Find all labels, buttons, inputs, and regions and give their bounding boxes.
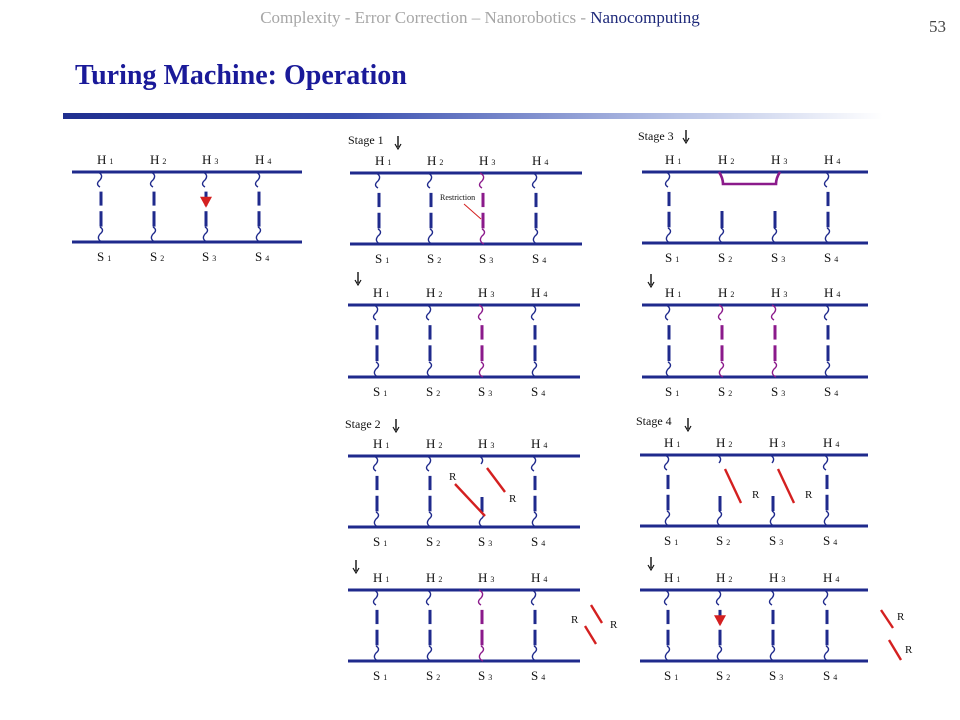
strand-hook-top xyxy=(666,305,670,320)
strand-2 xyxy=(427,305,432,377)
loose-r-2-segment xyxy=(585,626,596,644)
strand-3-bridged xyxy=(772,211,776,243)
s-label-1: S 1 xyxy=(375,251,390,266)
r-piece-1-label: R xyxy=(752,489,760,501)
strand-hook-bottom xyxy=(427,646,431,661)
s-label-3: S 3 xyxy=(478,384,493,399)
h-label-3: H 3 xyxy=(479,153,496,168)
strand-hook-bottom xyxy=(719,362,723,377)
strand-hook-top xyxy=(665,455,669,470)
h-label-4: H 4 xyxy=(824,285,841,300)
restriction-pointer xyxy=(464,204,481,219)
strand-2 xyxy=(151,172,156,242)
slide-title: Turing Machine: Operation xyxy=(75,60,407,91)
panel-stage4b xyxy=(640,570,913,683)
strand-1 xyxy=(376,173,381,244)
h-label-4: H 4 xyxy=(824,152,841,167)
strand-hook-bottom xyxy=(374,646,378,661)
r-piece-1-label: R xyxy=(449,471,457,483)
h-label-4: H 4 xyxy=(823,570,840,585)
strand-hook-top xyxy=(427,305,431,320)
h-label-2: H 2 xyxy=(718,285,735,300)
loose-r-1-segment xyxy=(591,605,602,623)
step-arrow-icon xyxy=(353,560,359,573)
strand-2 xyxy=(719,305,724,377)
r-piece-2-segment xyxy=(778,469,794,503)
strand-hook-top xyxy=(772,305,776,320)
loose-r-1-label: R xyxy=(571,614,579,626)
strand-hook-top xyxy=(825,305,829,320)
h-label-1: H 1 xyxy=(664,570,681,585)
s-label-4: S 4 xyxy=(823,668,838,683)
strand-2 xyxy=(428,173,433,244)
stage-title: Stage 4 xyxy=(636,414,672,428)
h-label-4: H 4 xyxy=(531,285,548,300)
strand-hook-top xyxy=(532,456,536,471)
strand-hook-top xyxy=(374,590,378,605)
strand-hook-bottom xyxy=(151,227,155,242)
strand-hook-bottom xyxy=(770,511,774,526)
strand-hook-bottom xyxy=(98,227,102,242)
s-label-1: S 1 xyxy=(664,668,679,683)
strand-hook-top xyxy=(427,590,431,605)
strand-4 xyxy=(825,305,830,377)
s-label-4: S 4 xyxy=(823,533,838,548)
strand-hook-bottom xyxy=(665,511,669,526)
step-arrow-icon xyxy=(683,130,689,143)
strand-hook-top xyxy=(256,172,260,187)
panel-stage3b xyxy=(642,285,868,399)
s-label-1: S 1 xyxy=(665,250,680,265)
strand-3 xyxy=(770,590,775,661)
strand-hook-top xyxy=(98,172,102,187)
strand-hook-bottom xyxy=(479,646,483,661)
strand-2 xyxy=(427,590,432,661)
s-label-3: S 3 xyxy=(769,668,784,683)
breadcrumb-active-section: Nanocomputing xyxy=(590,8,700,27)
panel-initial xyxy=(72,152,302,264)
h-label-2: H 2 xyxy=(426,285,443,300)
strand-hook-bottom xyxy=(532,362,536,377)
h-label-1: H 1 xyxy=(373,570,390,585)
strand-1 xyxy=(374,456,379,527)
s-label-4: S 4 xyxy=(824,384,839,399)
bridge-strand xyxy=(719,172,780,184)
h-label-2: H 2 xyxy=(716,570,733,585)
loose-r-1-segment xyxy=(881,610,893,628)
strand-hook-top xyxy=(770,590,774,605)
panel-stage3a xyxy=(638,129,868,265)
strand-2-cut xyxy=(717,455,722,526)
strand-3 xyxy=(203,172,208,242)
loose-r-1-label: R xyxy=(897,611,905,623)
strand-hook-bottom xyxy=(533,229,537,244)
strand-1 xyxy=(666,172,671,243)
h-label-1: H 1 xyxy=(665,285,682,300)
s-label-2: S 2 xyxy=(150,249,165,264)
strand-3 xyxy=(479,590,484,661)
strand-hook-bottom xyxy=(772,228,776,243)
stage-title: Stage 2 xyxy=(345,417,381,431)
r-piece-1-segment xyxy=(725,469,741,503)
strand-hook-bottom xyxy=(427,362,431,377)
strand-hook-top xyxy=(717,590,721,605)
loose-r-2-segment xyxy=(889,640,901,660)
strand-4 xyxy=(256,172,261,242)
step-arrow-icon xyxy=(395,136,401,149)
loose-r-2-label: R xyxy=(610,619,618,631)
strand-1 xyxy=(98,172,103,242)
strand-hook-bottom xyxy=(717,646,721,661)
h-label-2: H 2 xyxy=(150,152,167,167)
h-label-2: H 2 xyxy=(426,436,443,451)
strand-hook-top xyxy=(376,173,380,188)
panel-stage2a xyxy=(345,417,580,549)
head-marker-icon xyxy=(200,197,212,208)
s-label-2: S 2 xyxy=(716,668,731,683)
strand-hook-bottom xyxy=(480,229,484,244)
s-label-1: S 1 xyxy=(665,384,680,399)
s-label-3: S 3 xyxy=(771,384,786,399)
strand-hook-bottom xyxy=(374,362,378,377)
s-label-2: S 2 xyxy=(426,668,441,683)
strand-hook-top xyxy=(533,173,537,188)
strand-hook-top xyxy=(825,172,829,187)
strand-hook-top xyxy=(532,590,536,605)
s-label-4: S 4 xyxy=(824,250,839,265)
strand-hook-top xyxy=(480,173,484,188)
strand-4 xyxy=(824,455,829,526)
panel-stage1b xyxy=(348,285,580,399)
h-label-1: H 1 xyxy=(373,285,390,300)
panel-stage1a xyxy=(348,133,582,266)
strand-hook-top xyxy=(427,456,431,471)
h-label-4: H 4 xyxy=(823,435,840,450)
strand-hook-top xyxy=(824,455,828,470)
h-label-4: H 4 xyxy=(531,436,548,451)
strand-hook-top xyxy=(666,172,670,187)
h-label-3: H 3 xyxy=(769,570,786,585)
strand-hook-top xyxy=(203,172,207,187)
h-label-3: H 3 xyxy=(769,435,786,450)
strand-3-cut xyxy=(770,455,775,526)
strand-hook-top xyxy=(532,305,536,320)
h-label-4: H 4 xyxy=(532,153,549,168)
s-label-2: S 2 xyxy=(716,533,731,548)
h-label-1: H 1 xyxy=(373,436,390,451)
s-label-2: S 2 xyxy=(718,384,733,399)
strand-3 xyxy=(772,305,777,377)
r-piece-2-segment xyxy=(487,468,505,492)
strand-4 xyxy=(532,305,537,377)
strand-hook-top xyxy=(719,305,723,320)
strand-hook-top xyxy=(428,173,432,188)
strand-1 xyxy=(665,590,670,661)
h-label-1: H 1 xyxy=(97,152,114,167)
s-label-1: S 1 xyxy=(373,534,388,549)
strand-hook-bottom xyxy=(256,227,260,242)
strand-4 xyxy=(824,590,829,661)
step-arrow-icon xyxy=(685,418,691,431)
s-label-2: S 2 xyxy=(427,251,442,266)
strand-hook-top xyxy=(374,305,378,320)
s-label-2: S 2 xyxy=(718,250,733,265)
strand-1 xyxy=(665,455,670,526)
step-arrow-icon xyxy=(648,274,654,287)
h-label-3: H 3 xyxy=(478,285,495,300)
strand-4 xyxy=(533,173,538,244)
s-label-3: S 3 xyxy=(479,251,494,266)
s-label-4: S 4 xyxy=(531,668,546,683)
s-label-1: S 1 xyxy=(373,668,388,683)
strand-hook-bottom xyxy=(824,646,828,661)
r-piece-2-label: R xyxy=(805,489,813,501)
s-label-3: S 3 xyxy=(478,668,493,683)
strand-hook-bottom xyxy=(824,511,828,526)
strand-hook-bottom xyxy=(825,228,829,243)
strand-hook-top xyxy=(479,590,483,605)
restriction-label: Restriction xyxy=(440,193,476,202)
strand-hook-bottom xyxy=(719,228,723,243)
strand-hook-bottom xyxy=(532,646,536,661)
strand-hook-bottom xyxy=(772,362,776,377)
strand-4 xyxy=(825,172,830,243)
strand-hook-bottom xyxy=(666,228,670,243)
strand-hook-bottom xyxy=(665,646,669,661)
h-label-3: H 3 xyxy=(478,570,495,585)
strand-hook-top xyxy=(824,590,828,605)
strand-hook-top xyxy=(665,590,669,605)
s-label-4: S 4 xyxy=(255,249,270,264)
h-label-2: H 2 xyxy=(427,153,444,168)
s-label-2: S 2 xyxy=(426,384,441,399)
strand-hook-top xyxy=(151,172,155,187)
strand-2-bridged xyxy=(719,211,723,243)
s-label-3: S 3 xyxy=(202,249,217,264)
s-label-3: S 3 xyxy=(769,533,784,548)
h-label-2: H 2 xyxy=(718,152,735,167)
s-label-1: S 1 xyxy=(373,384,388,399)
strand-hook-bottom xyxy=(825,362,829,377)
step-arrow-icon xyxy=(648,557,654,570)
head-marker-icon xyxy=(714,615,726,626)
s-label-4: S 4 xyxy=(531,534,546,549)
strand-hook-bottom xyxy=(532,512,536,527)
panel-stage4a xyxy=(636,414,868,548)
strand-1 xyxy=(666,305,671,377)
strand-hook-bottom xyxy=(770,646,774,661)
h-label-4: H 4 xyxy=(531,570,548,585)
strand-hook-bottom xyxy=(717,511,721,526)
strand-hook-bottom xyxy=(374,512,378,527)
h-label-2: H 2 xyxy=(716,435,733,450)
h-label-4: H 4 xyxy=(255,152,272,167)
strand-3 xyxy=(479,305,484,377)
panel-stage2b xyxy=(348,570,618,683)
strand-hook-bottom xyxy=(203,227,207,242)
strand-hook-bottom xyxy=(427,512,431,527)
strand-hook-top xyxy=(479,305,483,320)
step-arrow-icon xyxy=(355,272,361,285)
h-label-1: H 1 xyxy=(375,153,392,168)
strand-4 xyxy=(532,590,537,661)
s-label-3: S 3 xyxy=(771,250,786,265)
stage-title: Stage 3 xyxy=(638,129,674,143)
strand-2 xyxy=(717,590,722,661)
stage-title: Stage 1 xyxy=(348,133,384,147)
strand-hook-top xyxy=(374,456,378,471)
h-label-3: H 3 xyxy=(202,152,219,167)
h-label-1: H 1 xyxy=(665,152,682,167)
strand-3 xyxy=(480,173,485,244)
h-label-3: H 3 xyxy=(771,152,788,167)
r-piece-2-label: R xyxy=(509,493,517,505)
breadcrumb-trail: Complexity - Error Correction – Nanorobotics - xyxy=(260,8,586,27)
loose-r-2-label: R xyxy=(905,644,913,656)
s-label-4: S 4 xyxy=(532,251,547,266)
h-label-1: H 1 xyxy=(664,435,681,450)
slide-number: 53 xyxy=(929,17,946,36)
strand-2 xyxy=(427,456,432,527)
strand-1 xyxy=(374,590,379,661)
s-label-2: S 2 xyxy=(426,534,441,549)
s-label-1: S 1 xyxy=(664,533,679,548)
strand-4 xyxy=(532,456,537,527)
s-label-3: S 3 xyxy=(478,534,493,549)
strand-1 xyxy=(374,305,379,377)
s-label-4: S 4 xyxy=(531,384,546,399)
h-label-2: H 2 xyxy=(426,570,443,585)
h-label-3: H 3 xyxy=(478,436,495,451)
s-label-1: S 1 xyxy=(97,249,112,264)
h-label-3: H 3 xyxy=(771,285,788,300)
strand-hook-bottom xyxy=(376,229,380,244)
strand-3-cut xyxy=(479,456,484,527)
strand-hook-bottom xyxy=(428,229,432,244)
step-arrow-icon xyxy=(393,419,399,432)
strand-hook-bottom xyxy=(479,362,483,377)
strand-hook-bottom xyxy=(666,362,670,377)
